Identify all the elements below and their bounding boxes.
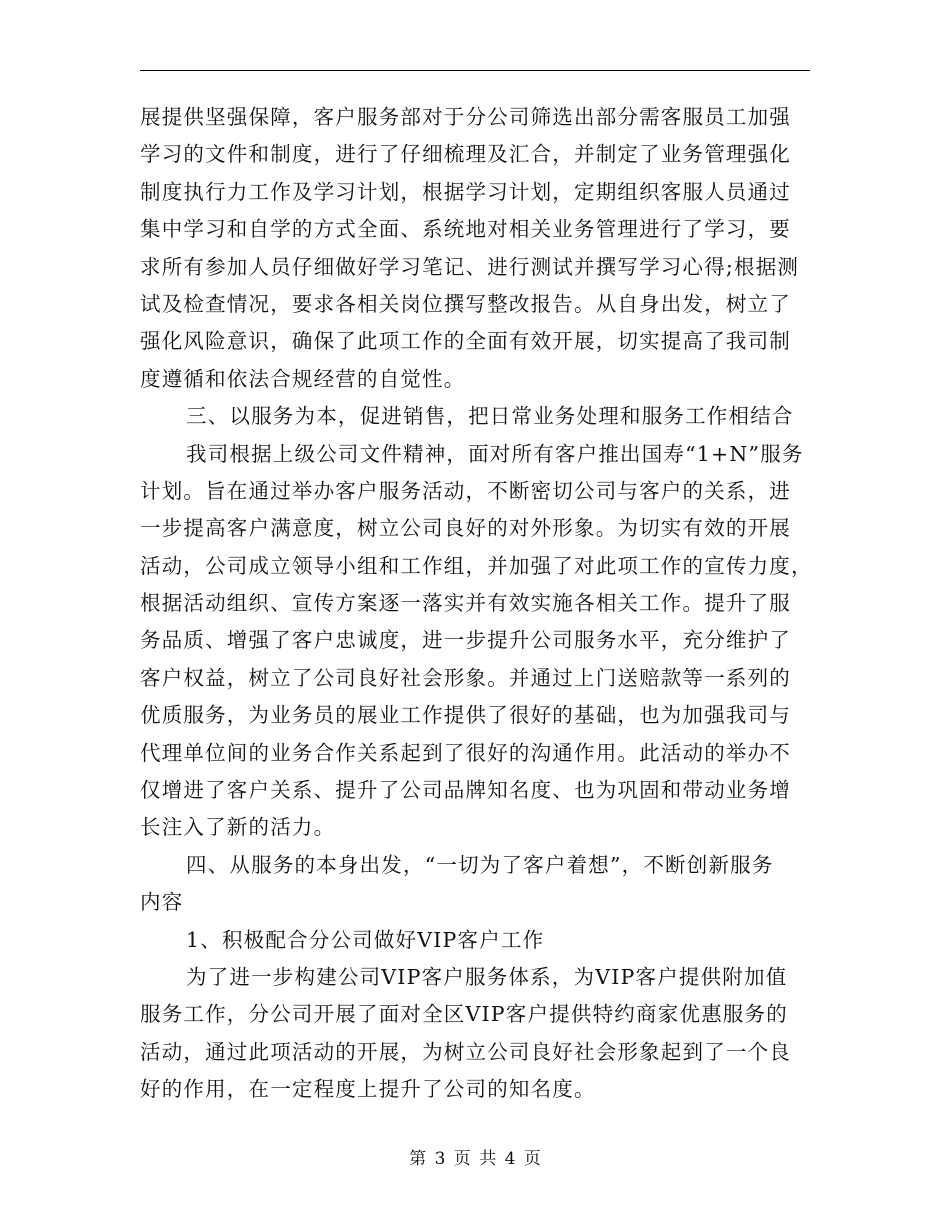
text-line: 客户权益，树立了公司良好社会形象。并通过上门送赔款等一系列的 <box>140 665 791 690</box>
text-line: 仅增进了客户关系、提升了公司品牌知名度、也为巩固和带动业务增 <box>140 778 791 803</box>
text-line: 展提供坚强保障，客户服务部对于分公司筛选出部分需客服员工加强 <box>140 105 791 129</box>
text-line: 一步提高客户满意度，树立公司良好的对外形象。为切实有效的开展 <box>140 516 791 541</box>
text-line: 服务工作，分公司开展了面对全区VIP客户提供特约商家优惠服务的 <box>140 1002 788 1027</box>
subsection-heading-1: 1、积极配合分公司做好VIP客户工作 <box>186 927 545 952</box>
text-line: 代理单位间的业务合作关系起到了很好的沟通作用。此活动的举办不 <box>140 740 791 765</box>
section-heading-4-continued: 内容 <box>140 890 184 915</box>
text-line: 度遵循和依法合规经营的自觉性。 <box>140 366 466 391</box>
text-line: 求所有参加人员仔细做好学习笔记、进行测试并撰写学习心得;根据测 <box>140 254 800 279</box>
text-line: 我司根据上级公司文件精神，面对所有客户推出国寿“1+N”服务 <box>186 441 804 466</box>
document-body <box>140 99 812 1109</box>
text-line: 根据活动组织、宣传方案逐一落实并有效实施各相关工作。提升了服 <box>140 591 791 616</box>
text-line: 长注入了新的活力。 <box>140 815 336 840</box>
text-line: 好的作用，在一定程度上提升了公司的知名度。 <box>140 1077 596 1102</box>
text-line: 试及检查情况，要求各相关岗位撰写整改报告。从自身出发，树立了 <box>140 291 791 316</box>
text-line: 为了进一步构建公司VIP客户服务体系，为VIP客户提供附加值 <box>186 964 788 989</box>
header-rule <box>140 70 810 71</box>
text-line: 优质服务，为业务员的展业工作提供了很好的基础，也为加强我司与 <box>140 703 791 728</box>
text-line: 活动，通过此项活动的开展，为树立公司良好社会形象起到了一个良 <box>140 1039 791 1064</box>
section-heading-4: 四、从服务的本身出发，“一切为了客户着想”，不断创新服务 <box>186 852 774 877</box>
text-line: 学习的文件和制度，进行了仔细梳理及汇合，并制定了业务管理强化 <box>140 142 791 167</box>
text-line: 活动，公司成立领导小组和工作组，并加强了对此项工作的宣传力度， <box>140 553 813 578</box>
page-number: 第 3 页 共 4 页 <box>409 1149 541 1169</box>
text-line: 集中学习和自学的方式全面、系统地对相关业务管理进行了学习，要 <box>140 217 791 242</box>
text-line: 计划。旨在通过举办客户服务活动，不断密切公司与客户的关系，进 <box>140 478 791 503</box>
text-line: 务品质、增强了客户忠诚度，进一步提升公司服务水平，充分维护了 <box>140 628 791 653</box>
text-line: 强化风险意识，确保了此项工作的全面有效开展，切实提高了我司制 <box>140 329 791 354</box>
section-heading-3: 三、以服务为本，促进销售，把日常业务处理和服务工作相结合 <box>186 404 794 429</box>
text-line: 制度执行力工作及学习计划，根据学习计划，定期组织客服人员通过 <box>140 179 791 204</box>
